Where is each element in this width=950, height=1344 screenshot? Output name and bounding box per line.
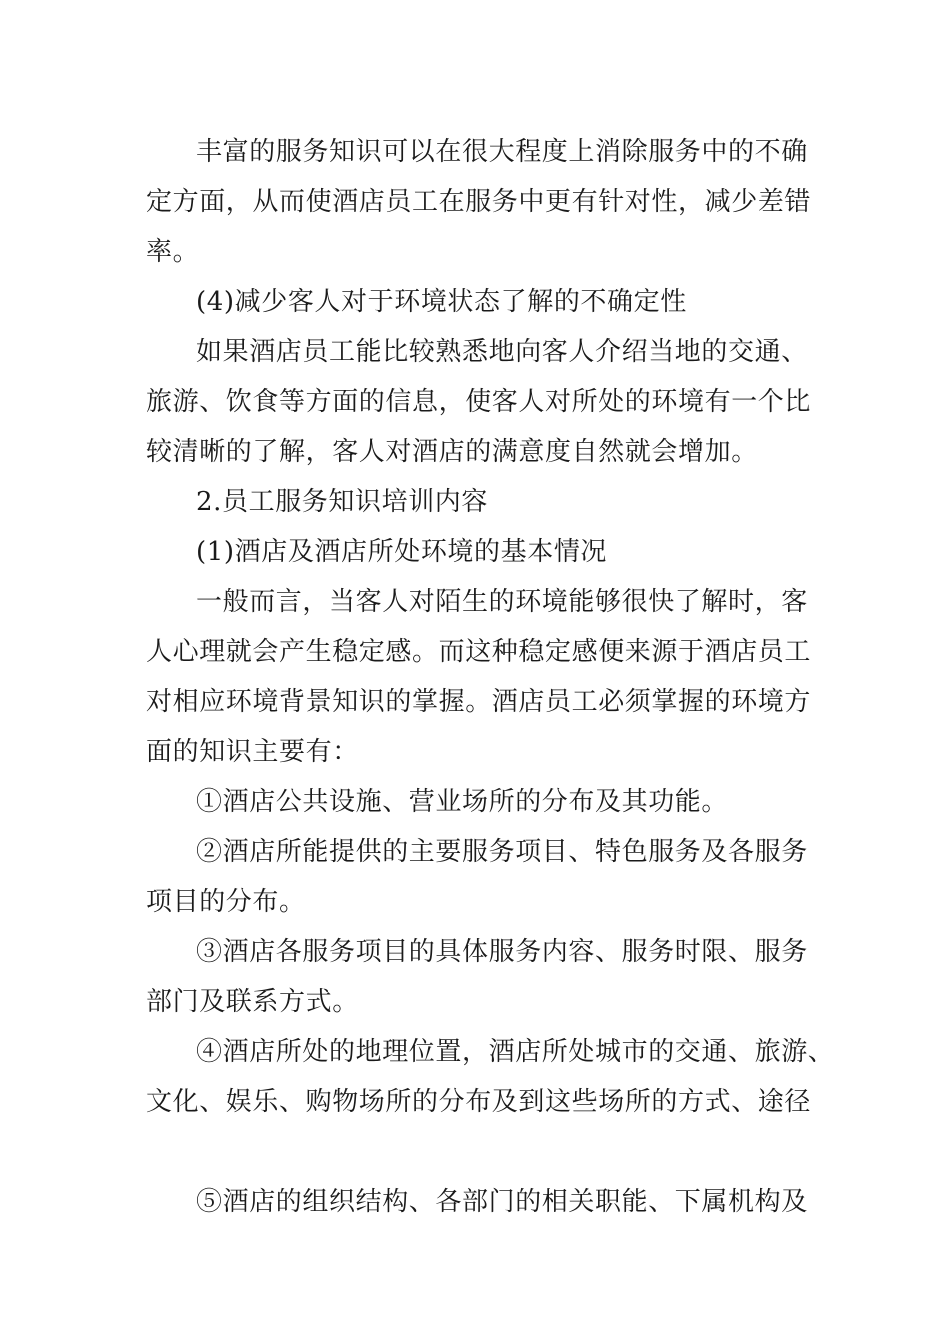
list-item: ④酒店所处的地理位置，酒店所处城市的交通、旅游、 [196,1037,835,1067]
list-item-continuation: 项目的分布。 [146,887,306,917]
paragraph-line: 面的知识主要有： [146,737,359,767]
paragraph-line: 对相应环境背景知识的掌握。酒店员工必须掌握的环境方 [146,687,812,717]
section-heading: 2.员工服务知识培训内容 [196,487,489,517]
paragraph-line: 人心理就会产生稳定感。而这种稳定感便来源于酒店员工 [146,637,812,667]
paragraph-line: 旅游、饮食等方面的信息，使客人对所处的环境有一个比 [146,387,812,417]
paragraph-line: 一般而言，当客人对陌生的环境能够很快了解时，客 [196,587,808,617]
list-item-continuation: 文化、娱乐、购物场所的分布及到这些场所的方式、途径 [146,1087,812,1117]
list-item: ③酒店各服务项目的具体服务内容、服务时限、服务 [196,937,808,967]
paragraph-line: 如果酒店员工能比较熟悉地向客人介绍当地的交通、 [196,337,808,367]
list-item: ②酒店所能提供的主要服务项目、特色服务及各服务 [196,837,808,867]
section-heading: (4)减少客人对于环境状态了解的不确定性 [196,287,687,317]
paragraph-line: 率。 [146,237,200,267]
section-heading: (1)酒店及酒店所处环境的基本情况 [196,537,608,567]
list-item: ①酒店公共设施、营业场所的分布及其功能。 [196,787,729,817]
paragraph-line: 定方面，从而使酒店员工在服务中更有针对性，减少差错 [146,187,812,217]
list-item: ⑤酒店的组织结构、各部门的相关职能、下属机构及 [196,1187,808,1217]
list-item-continuation: 部门及联系方式。 [146,987,359,1017]
paragraph-line: 丰富的服务知识可以在很大程度上消除服务中的不确 [196,137,808,167]
paragraph-line: 较清晰的了解，客人对酒店的满意度自然就会增加。 [146,437,758,467]
